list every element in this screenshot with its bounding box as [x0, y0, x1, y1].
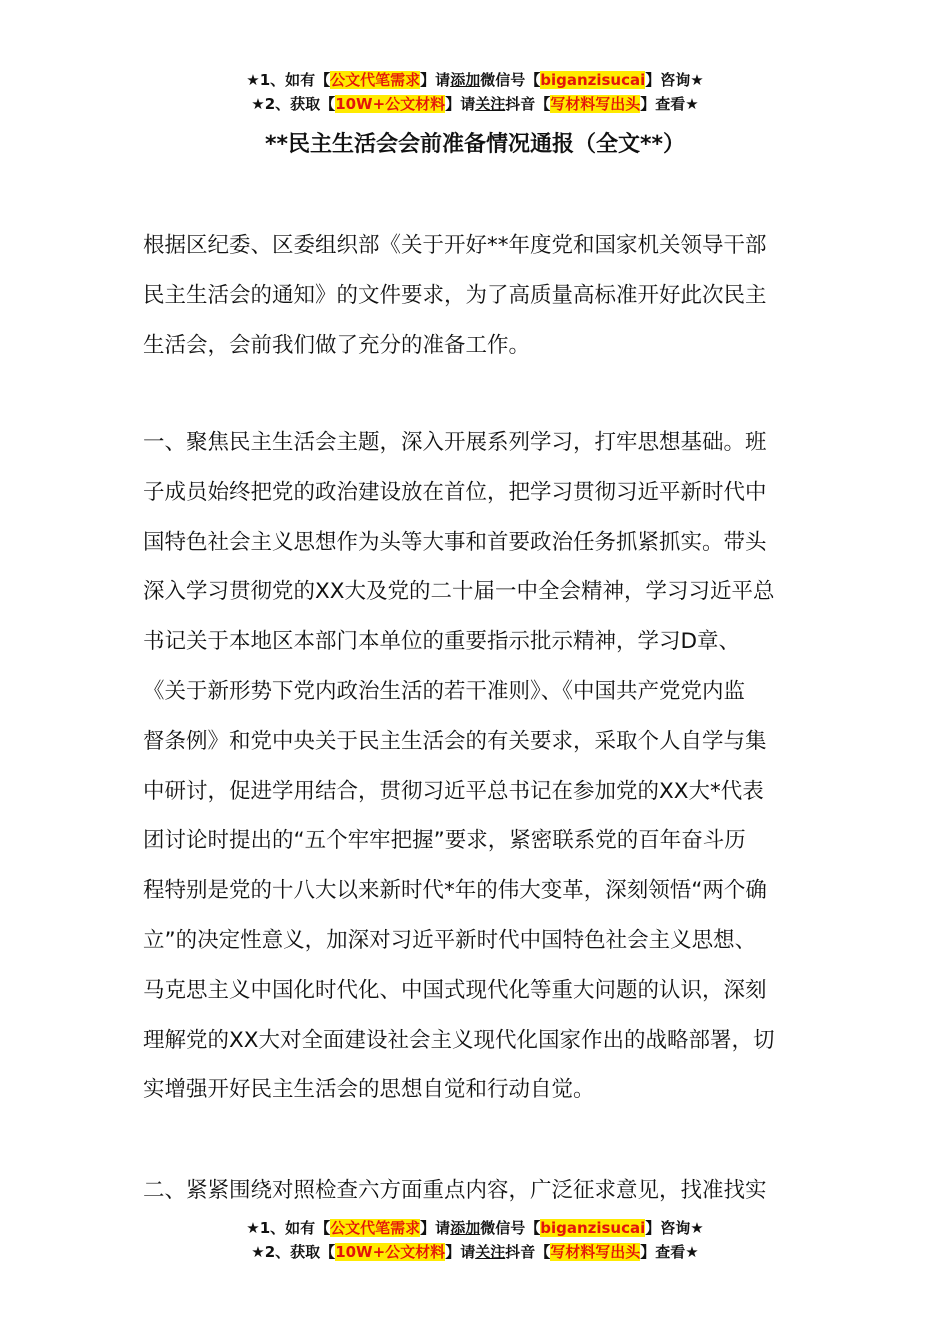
banner-text: 】请 — [420, 71, 451, 89]
paragraph-intro — [143, 221, 813, 370]
banner-line-2 — [0, 1240, 950, 1264]
text-line: 立”的决定性意义，加深对习近平新时代中国特色社会主义思想、 — [143, 927, 757, 953]
banner-emphasis: 关注 — [475, 1243, 506, 1261]
text-line: 二、紧紧围绕对照检查六方面重点内容，广泛征求意见，找准找实 — [143, 1178, 767, 1203]
paragraph-section-2 — [143, 1166, 813, 1216]
banner-text: 】咨询★ — [645, 71, 704, 89]
banner-line-1 — [0, 68, 950, 92]
highlight-service: 公文代笔需求 — [330, 71, 421, 89]
document-title: **民主生活会会前准备情况通报（全文**） — [264, 132, 686, 157]
highlight-douyin: 写材料写出头 — [550, 1243, 641, 1261]
banner-line-2 — [0, 92, 950, 116]
text-line: 国特色社会主义思想作为头等大事和首要政治任务抓紧抓实。带头 — [143, 529, 767, 555]
banner-text: 1、如有【 — [259, 71, 331, 89]
text-line: 《关于新形势下党内政治生活的若干准则》、《中国共产党党内监 — [143, 678, 746, 704]
text-line: 书记关于本地区本部门本单位的重要指示批示精神，学习D章、 — [143, 629, 741, 655]
text-line: 深入学习贯彻党的XX大及党的二十届一中全会精神，学习习近平总 — [143, 579, 775, 605]
highlight-materials: 10W+公文材料 — [335, 95, 446, 113]
highlight-douyin: 写材料写出头 — [550, 95, 641, 113]
star-icon: ★ — [246, 71, 260, 89]
banner-text: 2、获取【 — [264, 95, 336, 113]
banner-text: 】请 — [445, 95, 476, 113]
banner-emphasis: 关注 — [475, 95, 506, 113]
banner-text: 】查看★ — [640, 1243, 699, 1261]
text-line: 中研讨，促进学用结合，贯彻习近平总书记在参加党的XX大*代表 — [143, 778, 764, 804]
star-icon: ★ — [251, 1243, 265, 1261]
highlight-wechat-id: biganzisucai — [540, 1219, 646, 1237]
banner-line-1 — [0, 1216, 950, 1240]
paragraph-section-1 — [143, 418, 813, 1115]
banner-text: 抖音【 — [505, 1243, 551, 1261]
text-line: 根据区纪委、区委组织部《关于开好**年度党和国家机关领导干部 — [143, 233, 767, 258]
highlight-materials: 10W+公文材料 — [335, 1243, 446, 1261]
highlight-service: 公文代笔需求 — [330, 1219, 421, 1237]
star-icon: ★ — [251, 95, 265, 113]
banner-text: 微信号【 — [480, 71, 541, 89]
text-line: 马克思主义中国化时代化、中国式现代化等重大问题的认识，深刻 — [143, 977, 767, 1003]
banner-text: 1、如有【 — [259, 1219, 331, 1237]
header-banner — [0, 68, 950, 116]
banner-text: 】咨询★ — [645, 1219, 704, 1237]
banner-text: 】查看★ — [640, 95, 699, 113]
text-line: 程特别是党的十八大以来新时代*年的伟大变革，深刻领悟“两个确 — [143, 878, 767, 904]
highlight-wechat-id: biganzisucai — [540, 71, 646, 89]
banner-text: 】请 — [445, 1243, 476, 1261]
text-line: 团讨论时提出的“五个牢牢把握”要求，紧密联系党的百年奋斗历 — [143, 828, 746, 854]
text-line: 一、聚焦民主生活会主题，深入开展系列学习，打牢思想基础。班 — [143, 430, 767, 455]
star-icon: ★ — [246, 1219, 260, 1237]
text-line: 生活会，会前我们做了充分的准备工作。 — [143, 332, 531, 358]
banner-text: 2、获取【 — [264, 1243, 336, 1261]
text-line: 督条例》和党中央关于民主生活会的有关要求，采取个人自学与集 — [143, 728, 767, 754]
banner-text: 微信号【 — [480, 1219, 541, 1237]
text-line: 子成员始终把党的政治建设放在首位，把学习贯彻习近平新时代中 — [143, 479, 767, 505]
footer-banner — [0, 1216, 950, 1264]
banner-emphasis: 添加 — [450, 71, 481, 89]
banner-text: 】请 — [420, 1219, 451, 1237]
banner-text: 抖音【 — [505, 95, 551, 113]
text-line: 实增强开好民主生活会的思想自觉和行动自觉。 — [143, 1077, 595, 1103]
text-line: 理解党的XX大对全面建设社会主义现代化国家作出的战略部署，切 — [143, 1027, 775, 1053]
text-line: 民主生活会的通知》的文件要求，为了高质量高标准开好此次民主 — [143, 282, 767, 308]
banner-emphasis: 添加 — [450, 1219, 481, 1237]
